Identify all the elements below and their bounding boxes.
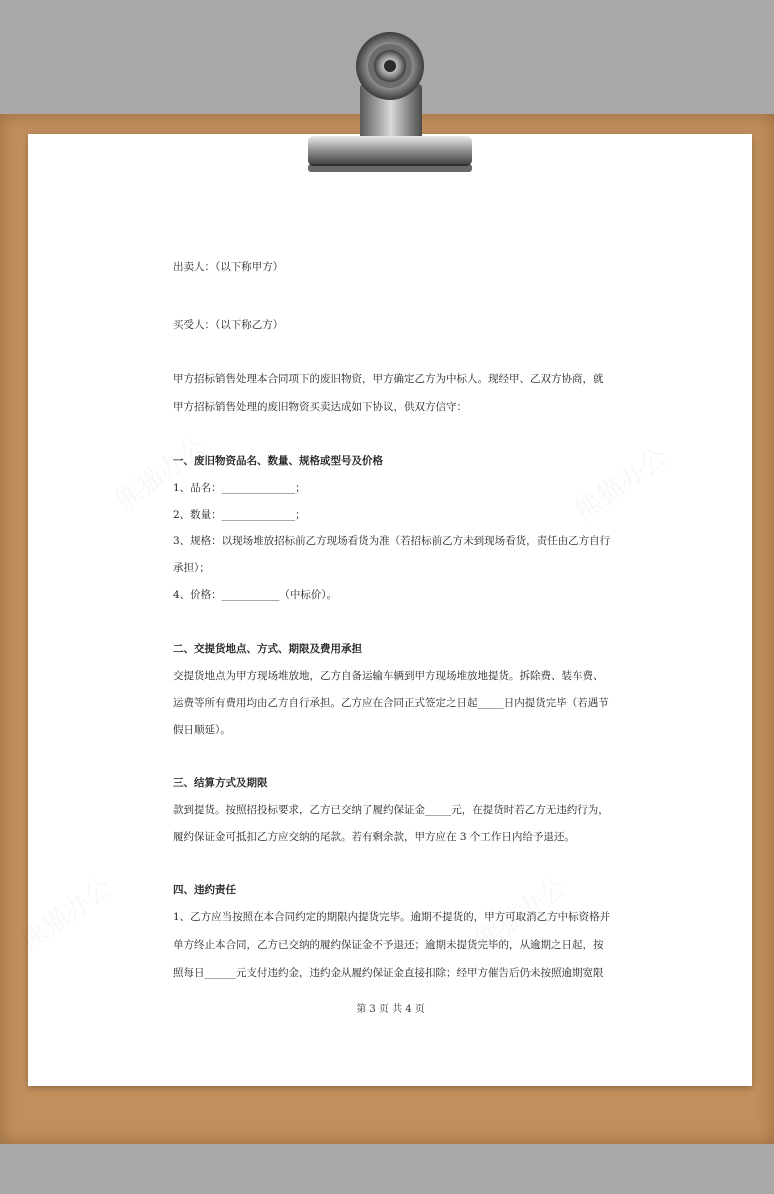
- binder-clip-icon: [300, 24, 480, 178]
- intro-line: 甲方招标销售处理本合同项下的废旧物资，甲方确定乙方为中标人。现经甲、乙双方协商，就: [173, 373, 604, 385]
- clause-line: 照每日______元支付违约金，违约金从履约保证金直接扣除；经甲方催告后仍未按照逾期宽限: [173, 967, 604, 979]
- clause-line: 交提货地点为甲方现场堆放地，乙方自备运输车辆到甲方现场堆放地提货。拆除费、装车费、: [173, 670, 604, 682]
- clause-line: 假日顺延）。: [173, 724, 231, 736]
- clause-line: 单方终止本合同，乙方已交纳的履约保证金不予退还；逾期未提货完毕的，从逾期之日起，按: [173, 939, 604, 951]
- clause-line: 履约保证金可抵扣乙方应交纳的尾款。若有剩余款，甲方应在 3 个工作日内给予退还。: [173, 831, 575, 843]
- section-heading: 三、结算方式及期限: [173, 777, 268, 789]
- clause-line: 款到提货。按照招投标要求，乙方已交纳了履约保证金_____元，在提货时若乙方无违约行为，: [173, 804, 609, 816]
- watermark: [12, 868, 118, 958]
- clause-line: 4、价格：___________（中标价）。: [173, 589, 338, 601]
- document-page: [28, 134, 752, 1086]
- section-heading: 四、违约责任: [173, 884, 236, 896]
- watermark: [107, 428, 213, 518]
- page-footer: 第 3 页 共 4 页: [356, 1004, 425, 1015]
- clause-line: 1、品名：______________；: [173, 482, 306, 494]
- clause-line: 3、规格：以现场堆放招标前乙方现场看货为准（若招标前乙方未到现场看货，责任由乙方自行: [173, 535, 611, 547]
- intro-line: 甲方招标销售处理的废旧物资买卖达成如下协议，供双方信守：: [173, 401, 467, 413]
- section-heading: 二、交提货地点、方式、期限及费用承担: [173, 643, 362, 655]
- seller-line: 出卖人：（以下称甲方）: [173, 261, 284, 273]
- section-heading: 一、废旧物资品名、数量、规格或型号及价格: [173, 455, 383, 467]
- clause-line: 1、乙方应当按照在本合同约定的期限内提货完毕。逾期不提货的，甲方可取消乙方中标资格并: [173, 911, 611, 923]
- clause-line: 2、数量：______________；: [173, 509, 306, 521]
- watermark: [567, 438, 673, 528]
- clause-line: 运费等所有费用均由乙方自行承担。乙方应在合同正式签定之日起_____日内提货完毕（若遇节: [173, 697, 609, 709]
- buyer-line: 买受人：（以下称乙方）: [173, 319, 284, 331]
- clause-line: 承担）；: [173, 562, 210, 574]
